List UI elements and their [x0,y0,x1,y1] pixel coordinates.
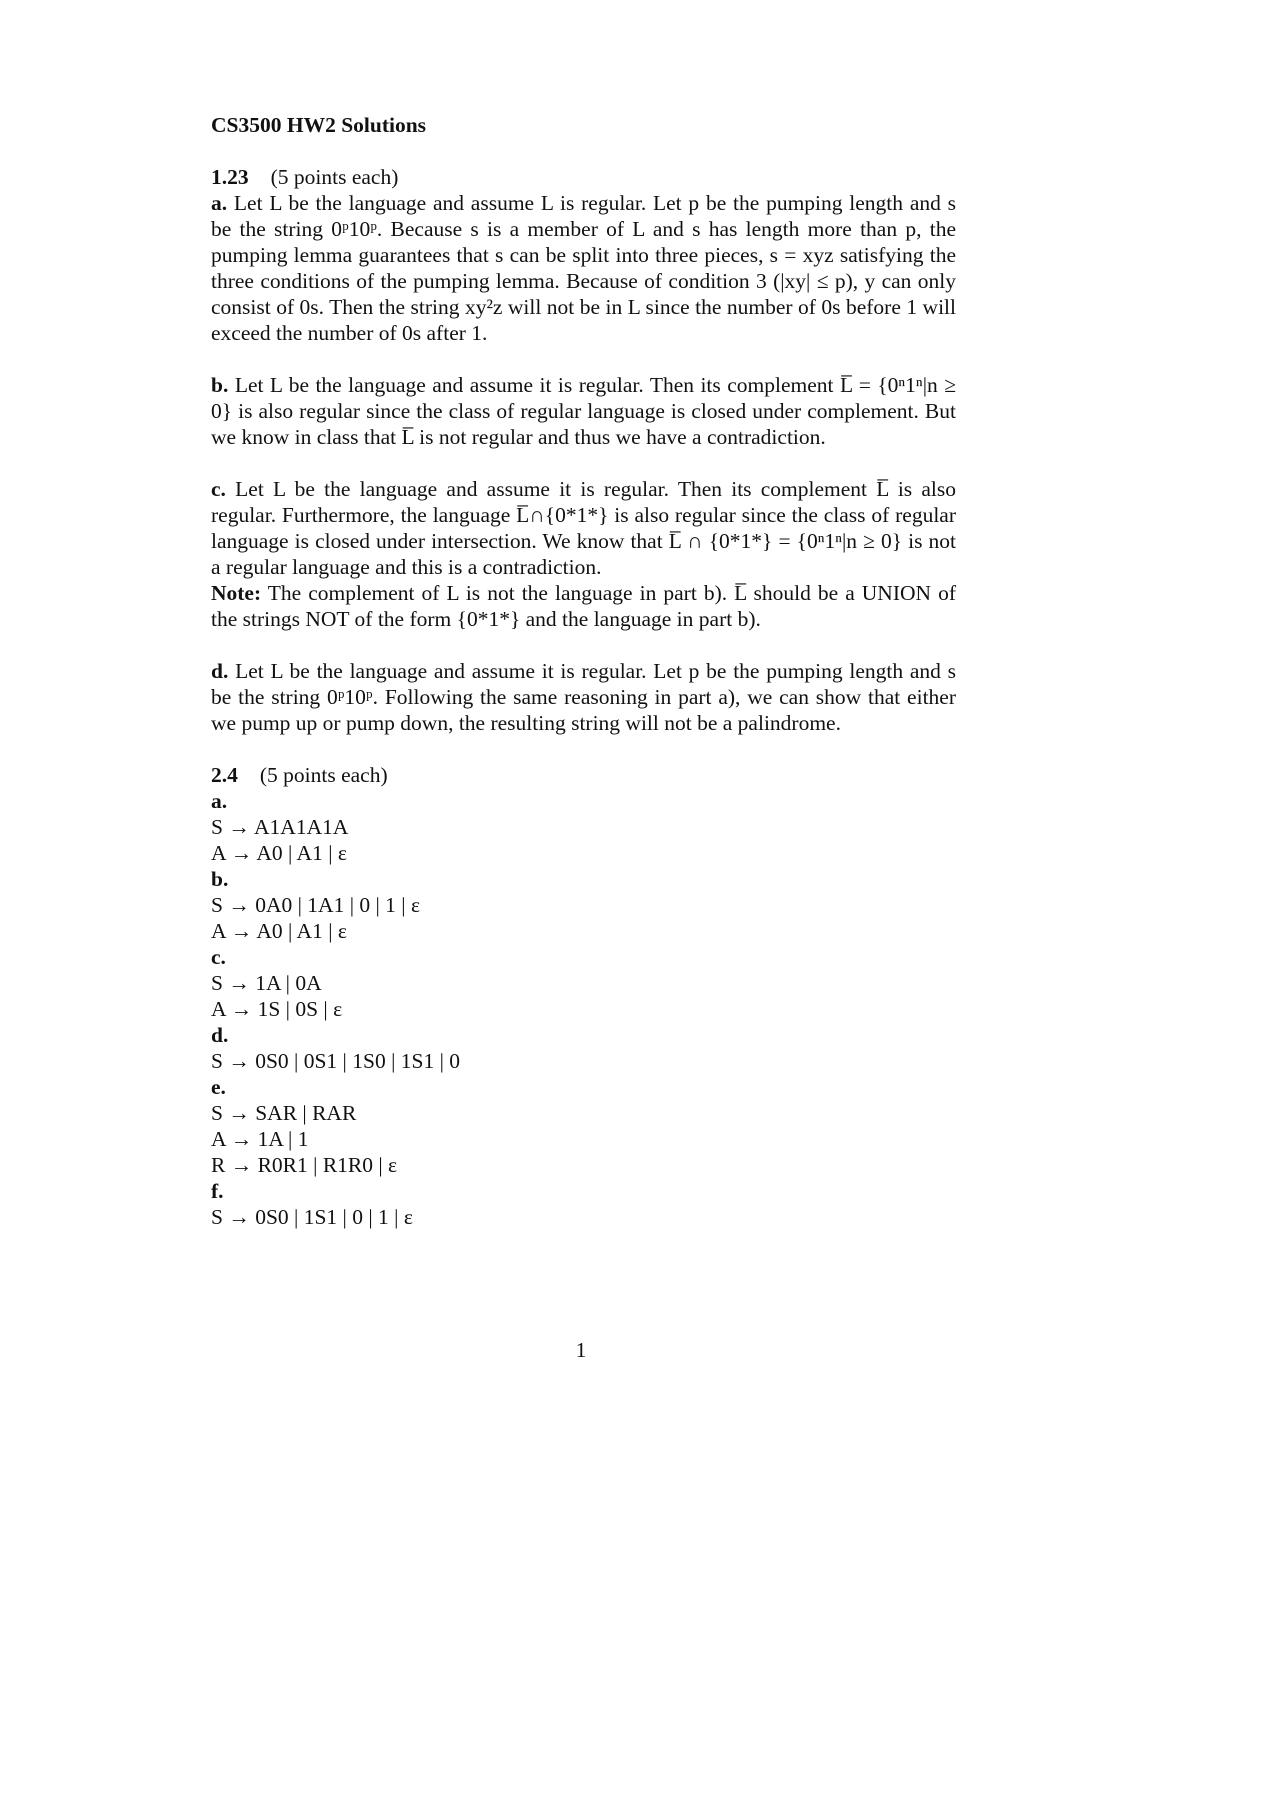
part-b-paragraph [211,372,956,450]
note-label: Note: [211,581,262,605]
problem-1-23-heading [211,164,956,190]
part-a-paragraph [211,190,956,346]
grammar-rule: S → 0A0 | 1A1 | 0 | 1 | ε [211,893,421,917]
part-c-note [211,580,956,632]
problem-number: 1.23 [211,165,249,189]
part-d-paragraph [211,658,956,736]
document-page [211,112,956,1230]
page-number: 1 [575,1338,587,1362]
grammar-label: b. [211,867,229,891]
grammar-label: e. [211,1075,226,1099]
grammar-rule: S → 1A | 0A [211,971,322,995]
part-text: Let L be the language and assume L is regular. Let p be the pumping length and s be the string 0ᵖ10ᵖ. Because s is a member of L and s has length more than p, the pumping lemma guarantees that s can be split into three pieces, s = xyz satisfying the three conditions of the pumping lemma. Because of condition 3 (|xy| ≤ p), y can only consist of 0s. Then the string xy²z will not be in L since the number of 0s before 1 will exceed the number of 0s after 1. [211,191,957,345]
grammar-rule: A → A0 | A1 | ε [211,919,347,943]
grammar-e [211,1074,956,1178]
grammar-label: c. [211,945,226,969]
grammar-a [211,788,956,866]
grammar-rule: A → 1A | 1 [211,1127,309,1151]
part-label: b. [211,373,229,397]
grammar-c [211,944,956,1022]
grammar-d [211,1022,956,1074]
grammar-b [211,866,956,944]
grammar-rule: S → 0S0 | 1S1 | 0 | 1 | ε [211,1205,413,1229]
grammar-label: d. [211,1023,229,1047]
grammar-label: f. [211,1179,224,1203]
grammar-label: a. [211,789,228,813]
part-text: Let L be the language and assume it is regular. Let p be the pumping length and s be the string 0ᵖ10ᵖ. Following the same reasoning in part a), we can show that either we pump up or pump down, the resulting string will not be a palindrome. [211,659,957,735]
part-label: c. [211,477,226,501]
grammar-rule: S → 0S0 | 0S1 | 1S0 | 1S1 | 0 [211,1049,461,1073]
part-label: a. [211,191,228,215]
problem-points: (5 points each) [259,763,388,787]
problem-points: (5 points each) [270,165,399,189]
problem-2-4-heading [211,762,956,788]
grammar-f [211,1178,956,1230]
problem-number: 2.4 [211,763,238,787]
document-title: CS3500 HW2 Solutions [211,113,427,137]
part-label: d. [211,659,229,683]
part-c-paragraph [211,476,956,580]
part-text: Let L be the language and assume it is regular. Then its complement L̅ = {0ⁿ1ⁿ|n ≥ 0} is also regular since the class of regular language is closed under complement. But we know in class that L̅ is not regular and thus we have a contradiction. [211,373,957,449]
grammar-rule: S → SAR | RAR [211,1101,357,1125]
grammar-rule: R → R0R1 | R1R0 | ε [211,1153,398,1177]
note-text: The complement of L is not the language in part b). L̅ should be a UNION of the strings NOT of the form {0*1*} and the language in part b). [211,581,956,631]
part-text: Let L be the language and assume it is regular. Then its complement L̅ is also regular. Furthermore, the language L̅∩{0*1*} is also regular since the class of regular language is closed under intersection. We know that L̅ ∩ {0*1*} = {0ⁿ1ⁿ|n ≥ 0} is not a regular language and this is a contradiction. [211,477,957,579]
grammar-rule: A → 1S | 0S | ε [211,997,343,1021]
grammar-rule: S → A1A1A1A [211,815,349,839]
grammar-rule: A → A0 | A1 | ε [211,841,347,865]
